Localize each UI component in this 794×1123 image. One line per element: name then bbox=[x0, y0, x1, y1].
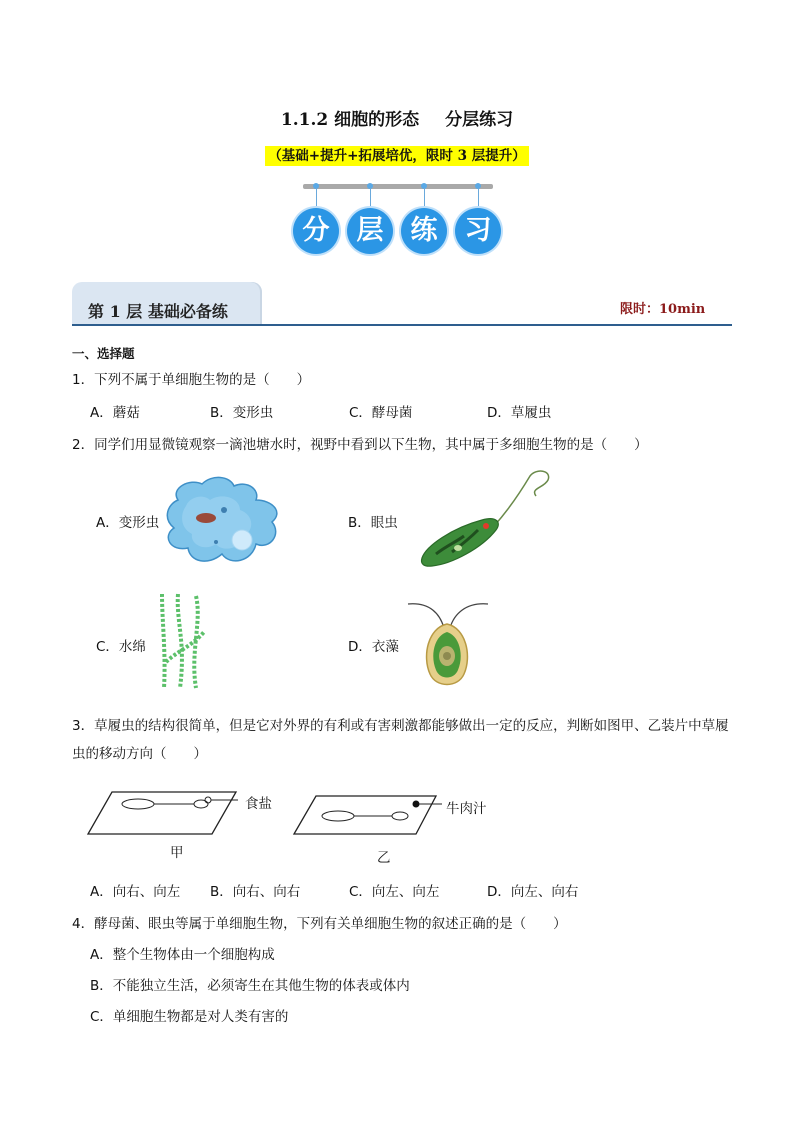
badge-rail bbox=[303, 184, 493, 189]
q3-option-c: C．向左、向左 bbox=[349, 884, 440, 900]
badge-lian: 练 bbox=[401, 208, 447, 254]
q3-label-yi: 乙 bbox=[377, 850, 391, 866]
subtitle bbox=[0, 144, 794, 164]
question-2-stem: 2．同学们用显微镜观察一滴池塘水时，视野中看到以下生物，其中属于多细胞生物的是（ ） bbox=[72, 437, 648, 453]
title-main: 1.1.2 细胞的形态 bbox=[280, 110, 420, 130]
q4-option-c: C．单细胞生物都是对人类有害的 bbox=[90, 1009, 289, 1025]
q1-option-d: D．草履虫 bbox=[487, 405, 552, 421]
q2-option-b: B．眼虫 bbox=[348, 515, 398, 531]
q2-option-d: D．衣藻 bbox=[348, 639, 399, 655]
title-suffix: 分层练习 bbox=[445, 110, 514, 130]
q3-option-b: B．向右、向右 bbox=[210, 884, 301, 900]
spirogyra-image bbox=[156, 592, 210, 690]
badge-ceng: 层 bbox=[347, 208, 393, 254]
q2-option-c: C．水绵 bbox=[96, 639, 146, 655]
question-1-stem: 1．下列不属于单细胞生物的是（ ） bbox=[72, 372, 311, 388]
q2-option-a: A．变形虫 bbox=[96, 515, 160, 531]
q1-option-c: C．酵母菌 bbox=[349, 405, 413, 421]
page-title bbox=[0, 105, 794, 130]
tier-divider bbox=[72, 324, 732, 326]
q4-option-a: A．整个生物体由一个细胞构成 bbox=[90, 947, 275, 963]
time-limit-label: 限时：10min bbox=[620, 302, 706, 317]
chlamydomonas-image bbox=[400, 598, 494, 692]
question-4-stem: 4．酵母菌、眼虫等属于单细胞生物，下列有关单细胞生物的叙述正确的是（ ） bbox=[72, 916, 567, 932]
tier-label: 第 1 层 基础必备练 bbox=[88, 302, 228, 321]
rail-stem bbox=[370, 188, 371, 207]
q3-slides-figure bbox=[86, 786, 506, 864]
subtitle-highlight: （基础+提升+拓展培优，限时 3 层提升） bbox=[265, 146, 528, 166]
badge-xi: 习 bbox=[455, 208, 501, 254]
q3-label-jia: 甲 bbox=[170, 845, 184, 861]
q1-option-a: A．蘑菇 bbox=[90, 405, 140, 421]
amoeba-image bbox=[160, 470, 290, 570]
q1-option-b: B．变形虫 bbox=[210, 405, 274, 421]
q4-option-b: B．不能独立生活，必须寄生在其他生物的体表或体内 bbox=[90, 978, 410, 994]
q3-label-beef-broth: 牛肉汁 bbox=[446, 801, 487, 817]
rail-stem bbox=[478, 188, 479, 207]
rail-stem bbox=[424, 188, 425, 207]
euglena-image bbox=[412, 466, 562, 572]
section-heading: 一、选择题 bbox=[72, 346, 135, 361]
question-3-stem: 3．草履虫的结构很简单，但是它对外界的有利或有害刺激都能够做出一定的反应，判断如图甲、乙装片中草履虫的移动方向（ ） bbox=[72, 718, 729, 762]
q3-label-salt: 食盐 bbox=[245, 796, 272, 812]
badge-fen: 分 bbox=[293, 208, 339, 254]
rail-stem bbox=[316, 188, 317, 207]
q3-option-d: D．向左、向右 bbox=[487, 884, 579, 900]
q3-option-a: A．向右、向左 bbox=[90, 884, 181, 900]
